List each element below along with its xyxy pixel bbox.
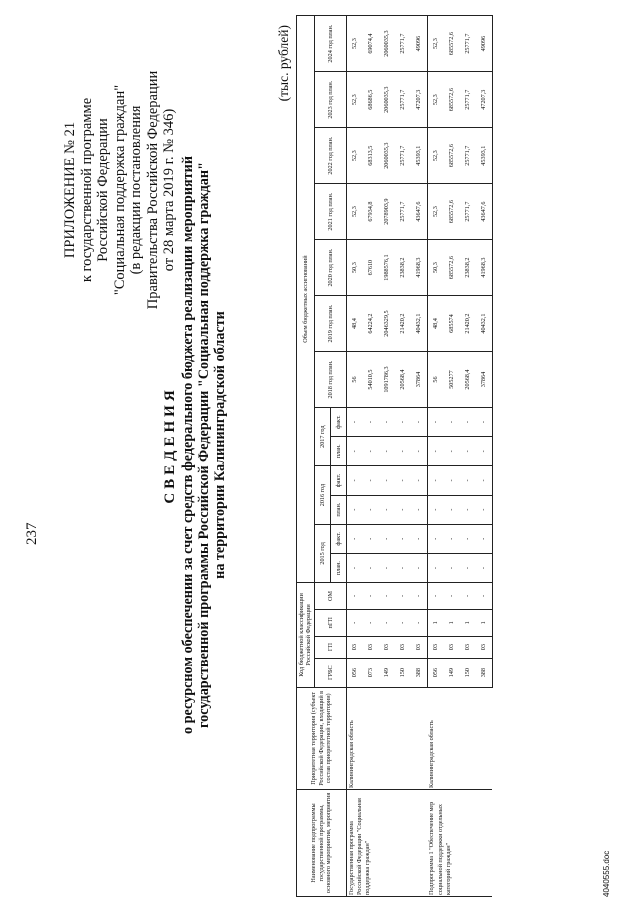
cell-p15: - <box>476 553 493 582</box>
cell-y2019: 685574 <box>444 296 460 352</box>
cell-p16: - <box>363 495 379 524</box>
cell-om: - <box>476 583 493 610</box>
title-line: государственной программы Российской Федерации "Социальная поддержка граждан" <box>196 162 212 728</box>
cell-om: - <box>379 583 395 610</box>
cell-grbs: 388 <box>476 658 493 687</box>
header-2016: 2016 год <box>314 466 330 524</box>
appendix-line: ПРИЛОЖЕНИЕ № 21 <box>62 121 78 259</box>
cell-y2021: 43647,6 <box>476 184 493 240</box>
cell-y2019: 64224,2 <box>363 296 379 352</box>
cell-y2022: 2060035,3 <box>379 128 395 184</box>
cell-y2020: 67610 <box>363 240 379 296</box>
cell-gp: 03 <box>460 636 476 658</box>
cell-om: - <box>346 583 363 610</box>
cell-gp: 03 <box>379 636 395 658</box>
appendix-line: Правительства Российской Федерации <box>144 70 161 310</box>
appendix-line: к государственной программе <box>78 97 95 283</box>
header-2022: 2022 год план. <box>314 128 346 184</box>
cell-gp: 03 <box>476 636 493 658</box>
cell-p16: - <box>346 495 363 524</box>
cell-p15: - <box>395 553 411 582</box>
cell-y2022: 52,3 <box>427 128 444 184</box>
cell-p15: - <box>363 553 379 582</box>
cell-f17: - <box>460 408 476 437</box>
cell-pgp: - <box>379 609 395 636</box>
appendix-line: "Социальная поддержка граждан" <box>111 84 128 296</box>
cell-f17: - <box>379 408 395 437</box>
cell-y2023: 47207,3 <box>411 72 428 128</box>
title-heading: СВЕДЕНИЯ <box>162 386 178 504</box>
cell-grbs: 056 <box>346 658 363 687</box>
cell-f17: - <box>411 408 428 437</box>
cell-y2022: 25771,7 <box>395 128 411 184</box>
header-name: Наименование подпрограммы государственной программы, основного мероприятия, мероприятия <box>297 789 347 896</box>
cell-y2018: 54010,5 <box>363 352 379 408</box>
cell-y2022: 685572,6 <box>444 128 460 184</box>
cell-p16: - <box>460 495 476 524</box>
table-row <box>346 16 363 897</box>
cell-y2022: 25771,7 <box>460 128 476 184</box>
cell-y2021: 67934,8 <box>363 184 379 240</box>
cell-p16: - <box>476 495 493 524</box>
cell-p17: - <box>379 437 395 466</box>
cell-pgp: - <box>363 609 379 636</box>
cell-p17: - <box>395 437 411 466</box>
cell-f15: - <box>460 524 476 553</box>
row-program-name: Государственная программа Российской Федерации "Социальная поддержка граждан" <box>346 789 427 896</box>
cell-y2020: 685572,6 <box>444 240 460 296</box>
cell-y2020: 50,3 <box>346 240 363 296</box>
header-volume-group: Объем бюджетных ассигнований <box>297 16 315 583</box>
cell-y2020: 41968,3 <box>476 240 493 296</box>
cell-y2024: 685572,6 <box>444 16 460 72</box>
cell-y2019: 2046329,5 <box>379 296 395 352</box>
cell-grbs: 056 <box>427 658 444 687</box>
cell-y2020: 23838,2 <box>460 240 476 296</box>
cell-y2023: 685572,6 <box>444 72 460 128</box>
cell-p15: - <box>346 553 363 582</box>
cell-f15: - <box>346 524 363 553</box>
cell-f15: - <box>363 524 379 553</box>
cell-gp: 03 <box>444 636 460 658</box>
cell-f15: - <box>427 524 444 553</box>
cell-f17: - <box>346 408 363 437</box>
cell-y2023: 68686,5 <box>363 72 379 128</box>
cell-om: - <box>427 583 444 610</box>
document-title <box>160 115 228 775</box>
cell-p17: - <box>460 437 476 466</box>
cell-y2020: 41968,3 <box>411 240 428 296</box>
cell-p17: - <box>363 437 379 466</box>
cell-y2024: 2060035,3 <box>379 16 395 72</box>
header-grbs: ГРБС <box>314 658 346 687</box>
cell-y2018: 20568,4 <box>460 352 476 408</box>
cell-y2023: 25771,7 <box>395 72 411 128</box>
cell-f16: - <box>476 466 493 495</box>
cell-f16: - <box>363 466 379 495</box>
header-plan: план. <box>330 437 346 466</box>
cell-p15: - <box>427 553 444 582</box>
cell-y2018: 37864 <box>411 352 428 408</box>
cell-y2019: 21420,2 <box>395 296 411 352</box>
cell-y2023: 2060035,3 <box>379 72 395 128</box>
cell-f15: - <box>411 524 428 553</box>
cell-f16: - <box>427 466 444 495</box>
cell-y2020: 23838,2 <box>395 240 411 296</box>
header-gp: ГП <box>314 636 346 658</box>
cell-grbs: 149 <box>444 658 460 687</box>
cell-pgp: 1 <box>460 609 476 636</box>
cell-y2024: 69074,4 <box>363 16 379 72</box>
cell-y2020: 1988576,1 <box>379 240 395 296</box>
cell-f17: - <box>395 408 411 437</box>
unit-label: (тыс. рублей) <box>276 25 291 102</box>
cell-gp: 03 <box>395 636 411 658</box>
cell-pgp: 1 <box>427 609 444 636</box>
cell-y2018: 56 <box>427 352 444 408</box>
cell-f15: - <box>395 524 411 553</box>
title-line: на территории Калининградской области <box>212 311 228 579</box>
header-2020: 2020 год план. <box>314 240 346 296</box>
cell-p16: - <box>444 495 460 524</box>
cell-y2021: 43647,6 <box>411 184 428 240</box>
header-fact: факт. <box>330 408 346 437</box>
cell-pgp: - <box>395 609 411 636</box>
cell-f16: - <box>379 466 395 495</box>
header-plan: план. <box>330 553 346 582</box>
cell-p16: - <box>379 495 395 524</box>
cell-pgp: 1 <box>444 609 460 636</box>
cell-p17: - <box>427 437 444 466</box>
cell-y2022: 45393,1 <box>411 128 428 184</box>
cell-p16: - <box>395 495 411 524</box>
cell-p17: - <box>346 437 363 466</box>
cell-f16: - <box>444 466 460 495</box>
cell-y2019: 48,4 <box>427 296 444 352</box>
cell-y2024: 25771,7 <box>460 16 476 72</box>
cell-y2022: 68313,5 <box>363 128 379 184</box>
header-2018: 2018 год план. <box>314 352 346 408</box>
cell-y2023: 25771,7 <box>460 72 476 128</box>
cell-y2024: 25771,7 <box>395 16 411 72</box>
header-om: ОМ <box>314 583 346 610</box>
cell-p17: - <box>444 437 460 466</box>
header-2015: 2015 год <box>314 524 330 582</box>
row-territory: Калининградская область <box>346 687 427 789</box>
cell-pgp: 1 <box>476 609 493 636</box>
cell-y2018: 56 <box>346 352 363 408</box>
cell-y2021: 2078903,9 <box>379 184 395 240</box>
header-fact: факт. <box>330 466 346 495</box>
cell-gp: 03 <box>411 636 428 658</box>
row-territory: Калининградская область <box>427 687 492 789</box>
header-code-group: Код бюджетной классификации Российской Федерации <box>297 583 315 688</box>
header-2019: 2019 год план. <box>314 296 346 352</box>
cell-y2019: 21420,2 <box>460 296 476 352</box>
table-body <box>346 16 492 897</box>
cell-y2021: 25771,7 <box>395 184 411 240</box>
cell-pgp: - <box>411 609 428 636</box>
page-number: 237 <box>24 522 40 545</box>
footer-filename: 4040555.doc <box>602 850 611 897</box>
cell-y2021: 52,3 <box>427 184 444 240</box>
cell-om: - <box>460 583 476 610</box>
cell-f16: - <box>411 466 428 495</box>
cell-y2018: 37864 <box>476 352 493 408</box>
cell-grbs: 388 <box>411 658 428 687</box>
cell-grbs: 149 <box>379 658 395 687</box>
cell-grbs: 150 <box>460 658 476 687</box>
header-2024: 2024 год план. <box>314 16 346 72</box>
cell-y2018: 1091786,3 <box>379 352 395 408</box>
header-fact: факт. <box>330 524 346 553</box>
cell-f15: - <box>476 524 493 553</box>
header-2017: 2017 год <box>314 408 330 466</box>
cell-y2022: 52,3 <box>346 128 363 184</box>
header-pgp: пГП <box>314 609 346 636</box>
cell-y2024: 52,3 <box>346 16 363 72</box>
cell-grbs: 073 <box>363 658 379 687</box>
cell-y2023: 47207,3 <box>476 72 493 128</box>
budget-table <box>296 15 493 897</box>
cell-y2019: 40432,1 <box>476 296 493 352</box>
cell-y2019: 48,4 <box>346 296 363 352</box>
cell-y2023: 52,3 <box>427 72 444 128</box>
cell-y2021: 52,3 <box>346 184 363 240</box>
title-line: о ресурсном обеспечении за счет средств федерального бюджета реализации мероприятий <box>180 156 196 735</box>
cell-y2024: 52,3 <box>427 16 444 72</box>
header-2023: 2023 год план. <box>314 72 346 128</box>
cell-y2023: 52,3 <box>346 72 363 128</box>
cell-f17: - <box>444 408 460 437</box>
cell-p17: - <box>411 437 428 466</box>
cell-p17: - <box>476 437 493 466</box>
cell-f16: - <box>460 466 476 495</box>
cell-gp: 03 <box>427 636 444 658</box>
cell-f16: - <box>395 466 411 495</box>
cell-p15: - <box>411 553 428 582</box>
cell-om: - <box>395 583 411 610</box>
cell-f15: - <box>379 524 395 553</box>
cell-f16: - <box>346 466 363 495</box>
cell-f15: - <box>444 524 460 553</box>
cell-y2018: 20568,4 <box>395 352 411 408</box>
appendix-line: Российской Федерации <box>95 118 111 262</box>
cell-y2022: 45393,1 <box>476 128 493 184</box>
header-territory: Приоритетная территория (субъект Российской Федерации, входящий в состав приоритетной территории) <box>297 687 347 789</box>
cell-grbs: 150 <box>395 658 411 687</box>
cell-p15: - <box>460 553 476 582</box>
cell-om: - <box>444 583 460 610</box>
header-2021: 2021 год план. <box>314 184 346 240</box>
cell-p16: - <box>411 495 428 524</box>
cell-y2024: 49096 <box>411 16 428 72</box>
cell-pgp: - <box>346 609 363 636</box>
cell-p15: - <box>444 553 460 582</box>
cell-y2024: 49096 <box>476 16 493 72</box>
header-plan: план. <box>330 495 346 524</box>
cell-om: - <box>411 583 428 610</box>
appendix-line: от 28 марта 2019 г. № 346) <box>161 108 177 272</box>
cell-p16: - <box>427 495 444 524</box>
cell-f17: - <box>427 408 444 437</box>
cell-y2021: 685572,6 <box>444 184 460 240</box>
appendix-line: (в редакции постановления <box>128 105 144 275</box>
cell-f17: - <box>476 408 493 437</box>
cell-gp: 03 <box>346 636 363 658</box>
cell-f17: - <box>363 408 379 437</box>
table-row <box>427 16 444 897</box>
row-program-name: Подпрограмма 1 "Обеспечение мер социальной поддержки отдельных категорий граждан" <box>427 789 492 896</box>
cell-om: - <box>363 583 379 610</box>
cell-y2019: 40432,1 <box>411 296 428 352</box>
cell-p15: - <box>379 553 395 582</box>
cell-y2018: 505277 <box>444 352 460 408</box>
cell-y2020: 50,3 <box>427 240 444 296</box>
cell-y2021: 25771,7 <box>460 184 476 240</box>
cell-gp: 03 <box>363 636 379 658</box>
